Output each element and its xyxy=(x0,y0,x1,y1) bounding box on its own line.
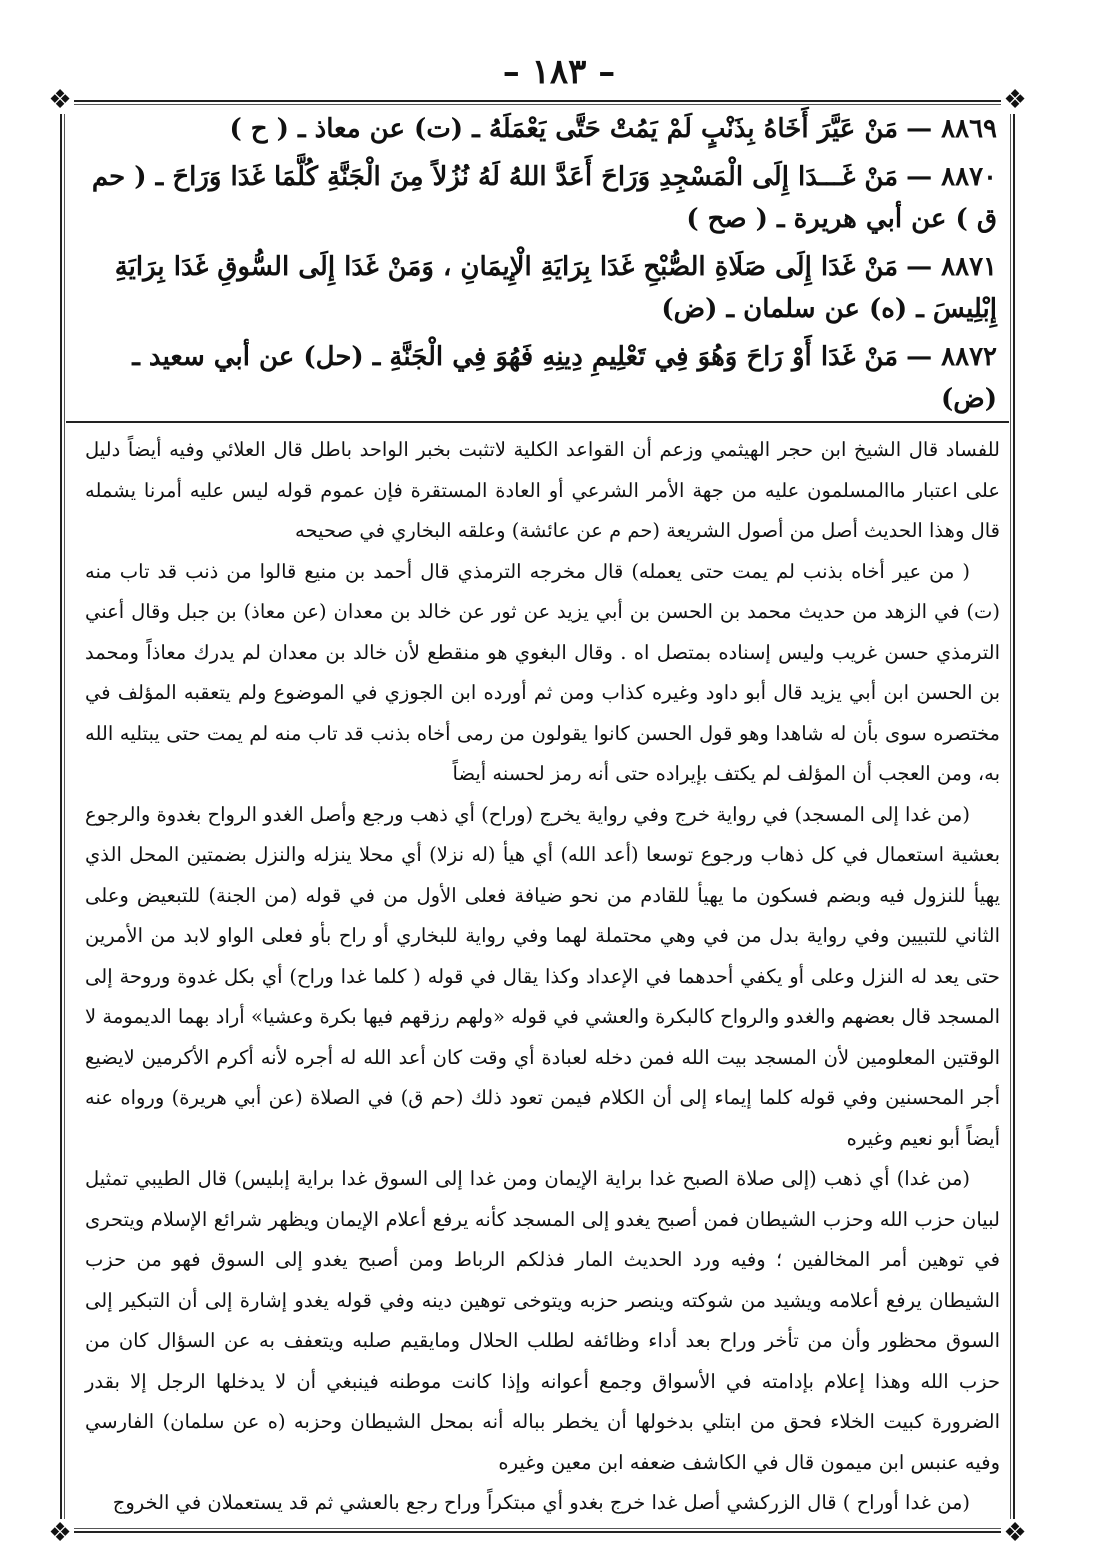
commentary-paragraph: (من غدا) أي ذهب (إلى صلاة الصبح غدا براية الإيمان ومن غدا إلى السوق غدا براية إبليس) قال الطيبي تمثيل لبيان حزب الله وحزب الشيطان فمن أصبح يغدو إلى المسجد كأنه يرفع أعلام الإيمان ويظهر شرائع الإسلام ويتحرى في توهين أمر المخالفين ؛ وفيه ورد الحديث المار فذلكم الرباط ومن أصبح يغدو إلى السوق فهو من حزب الشيطان يرفع أعلامه ويشيد من شوكته وينصر حزبه ويتوخى توهين دينه وفي قوله يغدو إشارة إلى أن التبكير إلى السوق محظور وأن من تأخر وراح بعد أداء وظائفه لطلب الحلال ومايقيم صلبه ويتعفف به عن السؤال كان من حزب الله وهذا إعلام بإدامته في الأسواق وجمع أعوانه وإذا كانت موطنه فينبغي أن لا يدخلها الرجل إلا بقدر الضرورة كبيت الخلاء فحق من ابتلي بدخولها أن يخطر بباله أنه بمحل الشيطان وحزبه (ه عن سلمان) الفارسي وفيه عنبس ابن ميمون قال في الكاشف ضعفه ابن معين وغيره xyxy=(85,1167,1000,1474)
hadith-text: مَنْ غَـــدَا إِلَى الْمَسْجِدِ وَرَاحَ أَعَدَّ اللهُ لَهُ نُزُلاً مِنَ الْجَنَّةِ كُلَّمَا غَدَا وَرَاحَ ـ ( حم ق ) عن أبي هريرة ـ ( صح ) xyxy=(91,162,997,234)
hadith-entry xyxy=(85,336,997,420)
hadith-entry xyxy=(85,246,997,330)
commentary-paragraph: (من غدا أوراح ) قال الزركشي أصل غدا خرج بغدو أي مبتكراً وراح رجع بالعشي ثم قد يستعملان في الخروج xyxy=(112,1491,970,1514)
commentary-paragraph: للفساد قال الشيخ ابن حجر الهيثمي وزعم أن القواعد الكلية لاتثبت بخبر الواحد باطل قال العلائي وفيه أيضاً دليل على اعتبار ماالمسلمون عليه من جهة الأمر الشرعي أو العادة المستقرة فإن عموم قوله ليس عليه أمرنا يشمله قال وهذا الحديث أصل من أصول الشريعة (حم م عن عائشة) وعلقه البخاري في صحيحه xyxy=(85,438,1000,542)
section-divider xyxy=(66,421,1009,423)
hadith-number: ٨٨٧٠ — xyxy=(906,162,997,192)
corner-ornament-icon: ❖ xyxy=(1001,86,1029,114)
hadith-entry xyxy=(85,108,997,150)
commentary-paragraph: (من غدا إلى المسجد) في رواية خرج وفي رواية يخرج (وراح) أي ذهب ورجع وأصل الغدو الرواح بغدوة والرجوع بعشية استعمال في كل ذهاب ورجوع توسعا (أعد الله) أي هيأ (له نزلا) أي محلا ينزله والنزل بضمتين المحل الذي يهيأ للنزول فيه وبضم فسكون ما يهيأ للقادم من نحو ضيافة فعلى الأول من في قوله (من الجنة) للتبعيض وعلى الثاني للتبيين وفي رواية بدل من في وهي محتملة لهما وفي رواية للبخاري أو راح بأو فعلى الواو لابد من الأمرين حتى يعد له النزل وعلى أو يكفي أحدهما في الإعداد وكذا يقال في قوله ( كلما غدا وراح) أي بكل غدوة وروحة إلى المسجد قال بعضهم والغدو والرواح كالبكرة والعشي في قوله «ولهم رزقهم فيها بكرة وعشيا» أراد بهما الديمومة لا الوقتين المعلومين لأن المسجد بيت الله فمن دخله لعبادة أي وقت كان أعد الله له أجره لأنه أكرم الأكرمين لايضيع أجر المحسنين وفي قوله كلما إيماء إلى أن الكلام فيمن تعود ذلك (حم ق) في الصلاة (عن أبي هريرة) ورواه عنه أيضاً أبو نعيم وغيره xyxy=(85,802,1000,1150)
hadith-number: ٨٨٧١ — xyxy=(906,252,997,282)
hadith-number: ٨٨٦٩ — xyxy=(906,114,997,144)
corner-ornament-icon: ❖ xyxy=(46,86,74,114)
hadith-number: ٨٨٧٢ — xyxy=(906,342,997,372)
hadith-text-section xyxy=(85,108,997,426)
page-number: – ١٨٣ – xyxy=(502,52,616,92)
hadith-entry xyxy=(85,156,997,240)
hadith-text: مَنْ غَدَا أَوْ رَاحَ وَهُوَ فِي تَعْلِيمِ دِينِهِ فَهُوَ فِي الْجَنَّةِ ـ (حل) عن أبي سعيد ـ (ض) xyxy=(132,342,997,414)
corner-ornament-icon: ❖ xyxy=(1001,1519,1029,1547)
hadith-text: مَنْ غَدَا إِلَى صَلَاةِ الصُّبْحِ غَدَا بِرَايَةِ الْإِيمَانِ ، وَمَنْ غَدَا إِلَى السُّوقِ غَدَا بِرَايَةِ إِبْلِيسَ ـ (ه) عن سلمان ـ (ض) xyxy=(114,252,997,324)
corner-ornament-icon: ❖ xyxy=(46,1519,74,1547)
hadith-text: مَنْ عَيَّرَ أَخَاهُ بِذَنْبٍ لَمْ يَمُتْ حَتَّى يَعْمَلَهُ ـ (ت) عن معاذ ـ ( ح ) xyxy=(229,114,899,144)
commentary-section xyxy=(85,430,1000,1524)
commentary-paragraph: ( من عير أخاه بذنب لم يمت حتى يعمله) قال مخرجه الترمذي قال أحمد بن منيع قالوا من ذنب قد تاب منه (ت) في الزهد من حديث محمد بن الحسن بن أبي يزيد عن ثور عن خالد بن معدان (عن معاذ) بن جبل وقال أعني الترمذي حسن غريب وليس إسناده بمتصل اه . وقال البغوي هو منقطع لأن خالد بن معدان لم يدرك معاذاً ومحمد بن الحسن ابن أبي يزيد قال أبو داود وغيره كذاب ومن ثم أورده ابن الجوزي في الموضوع ولم يتعقبه المؤلف في مختصره سوى بأن له شاهدا وهو قول الحسن كانوا يقولون من رمى أخاه بذنب قد تاب منه لم يمت حتى يبتليه الله به، ومن العجب أن المؤلف لم يكتف بإيراده حتى أنه رمز لحسنه أيضاً xyxy=(85,559,1000,785)
